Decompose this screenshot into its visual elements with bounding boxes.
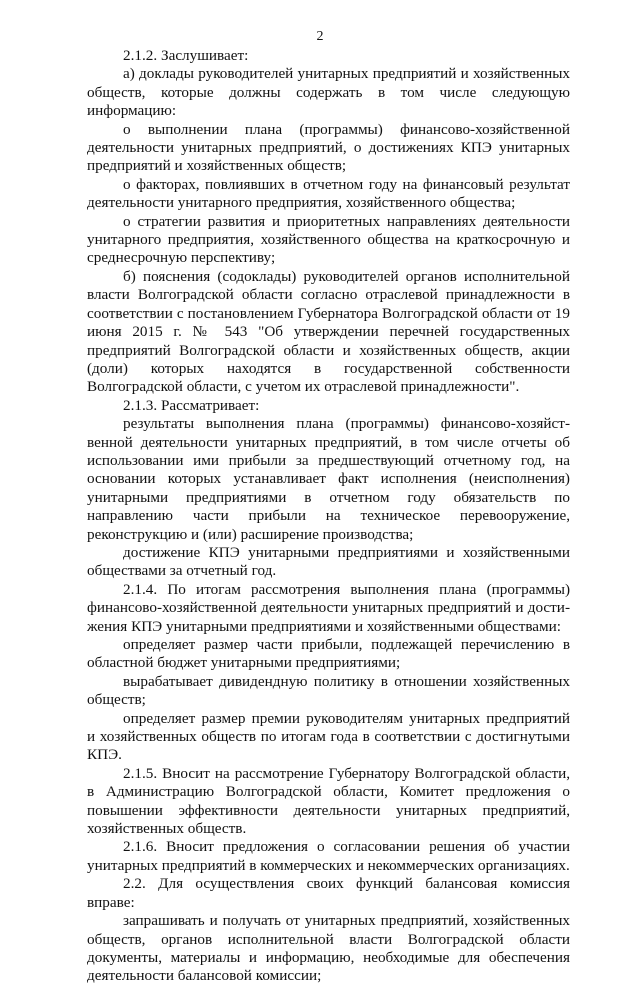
paragraph: вырабатывает дивидендную политику в отношении хозяйственных обществ; xyxy=(87,672,570,709)
paragraph: достижение КПЭ унитарными предприятиями и хозяйственными обществами за отчетный год. xyxy=(87,543,570,580)
paragraph: 2.2. Для осуществления своих функций балансовая комиссия вправе: xyxy=(87,875,570,911)
paragraph: о факторах, повлиявших в отчетном году на финансовый результат деятельности унитарного предприятия, хозяйственного общества; xyxy=(87,175,570,212)
paragraph: запрашивать и получать от унитарных предприятий, хозяйственных обществ, органов исполнительной власти Волгоградской области документы, материалы и информацию, необходимые для обеспечения деятельности балансовой комиссии; xyxy=(87,912,570,985)
paragraph: о выполнении плана (программы) финансово-хозяйственной деятельности унитарных предприятий, о достижениях КПЭ унитарных предприятий и хозяйственных обществ; xyxy=(87,120,570,175)
paragraph: о стратегии развития и приоритетных направлениях деятельности унитарного предприятия, хозяйственного общества на краткосрочную и среднесрочную перспективу; xyxy=(87,212,570,267)
paragraph: 2.1.6. Вносит предложения о согласовании решения об участии унитарных предприятий в коммерческих и некоммерческих организациях. xyxy=(87,838,570,874)
paragraph: а) доклады руководителей унитарных предприятий и хозяйственных обществ, которые должны содержать в том числе следующую информацию: xyxy=(87,65,570,120)
paragraph: 2.1.5. Вносит на рассмотрение Губернатору Волгоградской области, в Администрацию Волгоградской области, Комитет предложения о повышении эффективности деятельности унитарных предприятий, хозяйственных обществ. xyxy=(87,764,570,838)
document-body xyxy=(87,47,570,986)
page-number: 2 xyxy=(316,29,324,44)
paragraph: 2.1.2. Заслушивает: xyxy=(123,47,249,64)
paragraph: 2.1.4. По итогам рассмотрения выполнения плана (программы) финансово-хозяйственной деятельности унитарных предприятий и достижения КПЭ унитарными предприятиями и хозяйственными обществами: xyxy=(87,580,570,635)
paragraph: определяет размер премии руководителям унитарных предприятий и хозяйственных обществ по итогам года в соответствии с достигнутыми КПЭ. xyxy=(87,709,570,764)
paragraph: 2.1.3. Рассматривает: xyxy=(123,396,260,414)
paragraph: определяет размер части прибыли, подлежащей перечислению в областной бюджет унитарными предприятиями; xyxy=(87,636,570,672)
paragraph: б) пояснения (содоклады) руководителей органов исполнительной власти Волгоградской области согласно отраслевой принадлежности в соответствии с постановлением Губернатора Волгоградской области от 19 июня 2015 г. № 543 "Об утверждении перечней государственных предприятий Волгоградской области и хозяйственных обществ, акции (доли) которых находятся в государственной собственности Волгоградской области, с учетом их отраслевой принадлежности". xyxy=(87,267,570,396)
paragraph: результаты выполнения плана (программы) финансово-хозяйственной деятельности унитарных предприятий, в том числе отчеты об использовании ими прибыли за предшествующий отчетному год, на основании которых устанавливает факт исполнения (неисполнения) унитарными предприятиями в отчетном году обязательств по направлению части прибыли на техническое перевооружение, реконструкцию и (или) расширение производства; xyxy=(87,415,570,543)
